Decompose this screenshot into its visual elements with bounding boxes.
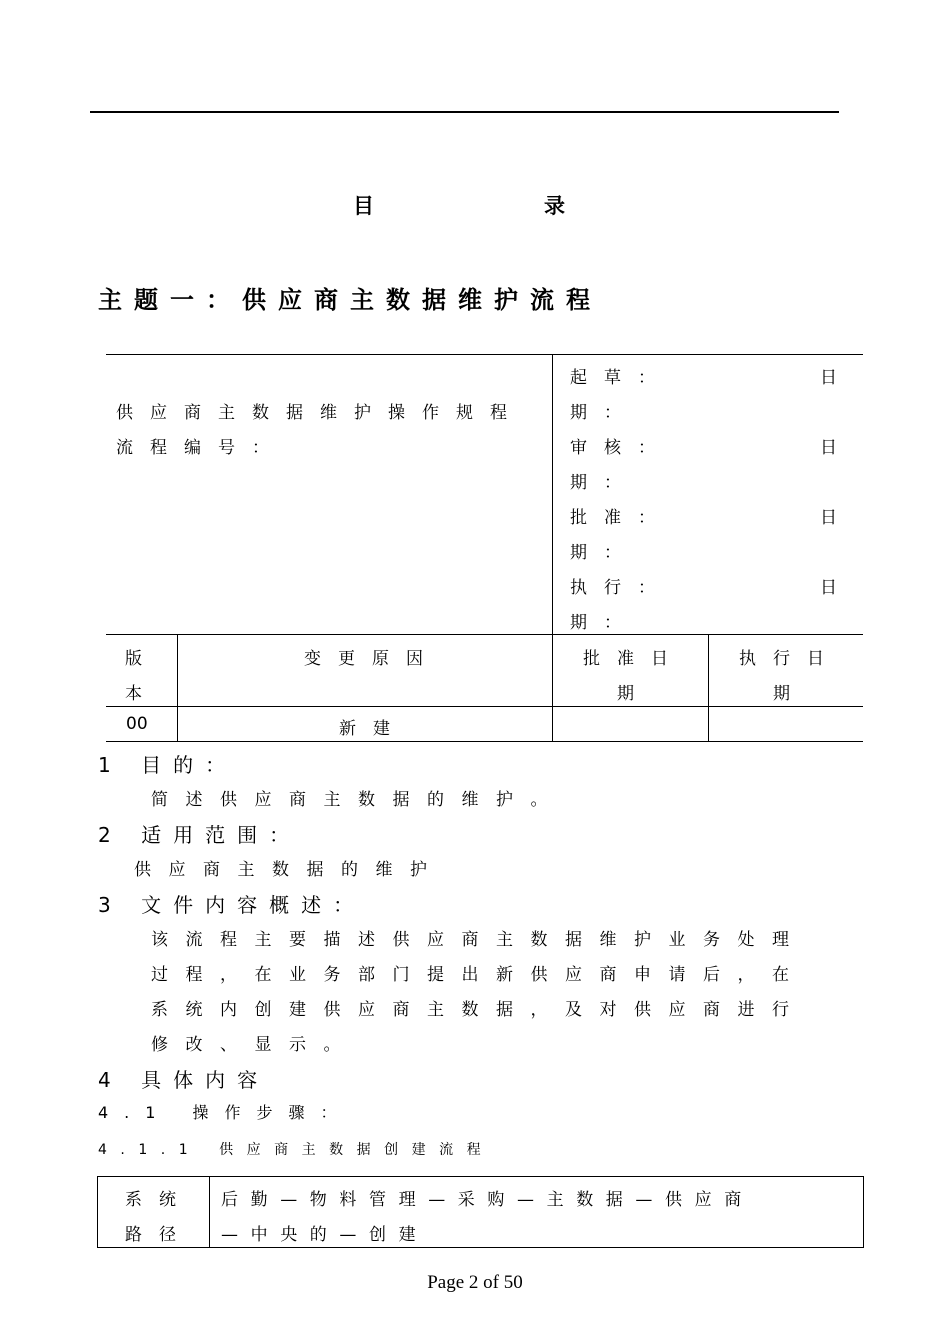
system-path-line-2: —中央的—创建 bbox=[221, 1225, 429, 1245]
col-execute-date-2: 期 bbox=[773, 684, 807, 704]
draft-date-char: 日 bbox=[820, 368, 854, 388]
col-approve-date-2: 期 bbox=[617, 684, 651, 704]
section-3-line-1: 该流程主要描述供应商主数据维护业务处理 bbox=[151, 930, 807, 950]
execute-date-char: 日 bbox=[820, 578, 854, 598]
section-2-body: 供应商主数据的维护 bbox=[134, 860, 445, 880]
draft-label: 起草： bbox=[570, 368, 672, 388]
page-number: Page 2 of 50 bbox=[427, 1272, 523, 1293]
system-path-label-1: 系统 bbox=[125, 1190, 193, 1210]
section-3-line-2: 过程，在业务部门提出新供应商申请后，在 bbox=[151, 965, 807, 985]
col-version-1: 版 bbox=[125, 649, 159, 669]
review-label: 审核： bbox=[570, 438, 672, 458]
col-version-2: 本 bbox=[125, 684, 159, 704]
review-date-rest: 期： bbox=[570, 473, 638, 493]
col-change-reason: 变更原因 bbox=[304, 649, 440, 669]
section-4-1-title: 4.1 操作步骤： bbox=[98, 1103, 353, 1122]
approve-date-char: 日 bbox=[820, 508, 854, 528]
section-4-1-1-title: 4.1.1 供应商主数据创建流程 bbox=[98, 1142, 495, 1158]
toc-title-char-1: 目 bbox=[353, 193, 374, 218]
row-change-reason: 新建 bbox=[339, 719, 407, 739]
section-3-line-4: 修改、显示。 bbox=[151, 1035, 358, 1055]
review-date-char: 日 bbox=[820, 438, 854, 458]
draft-date-rest: 期： bbox=[570, 403, 638, 423]
system-path-line-1: 后勤—物料管理—采购—主数据—供应商 bbox=[221, 1190, 754, 1210]
section-3-line-3: 系统内创建供应商主数据，及对供应商进行 bbox=[151, 1000, 807, 1020]
toc-title-char-2: 录 bbox=[544, 193, 565, 218]
section-4-title: 4 具体内容 bbox=[98, 1068, 270, 1092]
col-execute-date-1: 执行日 bbox=[739, 649, 841, 669]
col-approve-date-1: 批准日 bbox=[583, 649, 685, 669]
process-number-label: 流程编号： bbox=[116, 438, 286, 458]
procedure-name: 供应商主数据维护操作规程 bbox=[116, 403, 524, 423]
section-3-title: 3 文件内容概述： bbox=[98, 893, 366, 917]
execute-date-rest: 期： bbox=[570, 613, 638, 633]
system-path-label-2: 路径 bbox=[125, 1225, 193, 1245]
approve-label: 批准： bbox=[570, 508, 672, 528]
approve-date-rest: 期： bbox=[570, 543, 638, 563]
section-1-title: 1 目的： bbox=[98, 753, 238, 777]
topic-title: 主题一：供应商主数据维护流程 bbox=[98, 286, 602, 314]
section-1-body: 简述供应商主数据的维护。 bbox=[151, 790, 565, 810]
row-version: 00 bbox=[126, 714, 148, 734]
execute-label: 执行： bbox=[570, 578, 672, 598]
header-rule bbox=[90, 111, 839, 113]
section-2-title: 2 适用范围： bbox=[98, 823, 302, 847]
